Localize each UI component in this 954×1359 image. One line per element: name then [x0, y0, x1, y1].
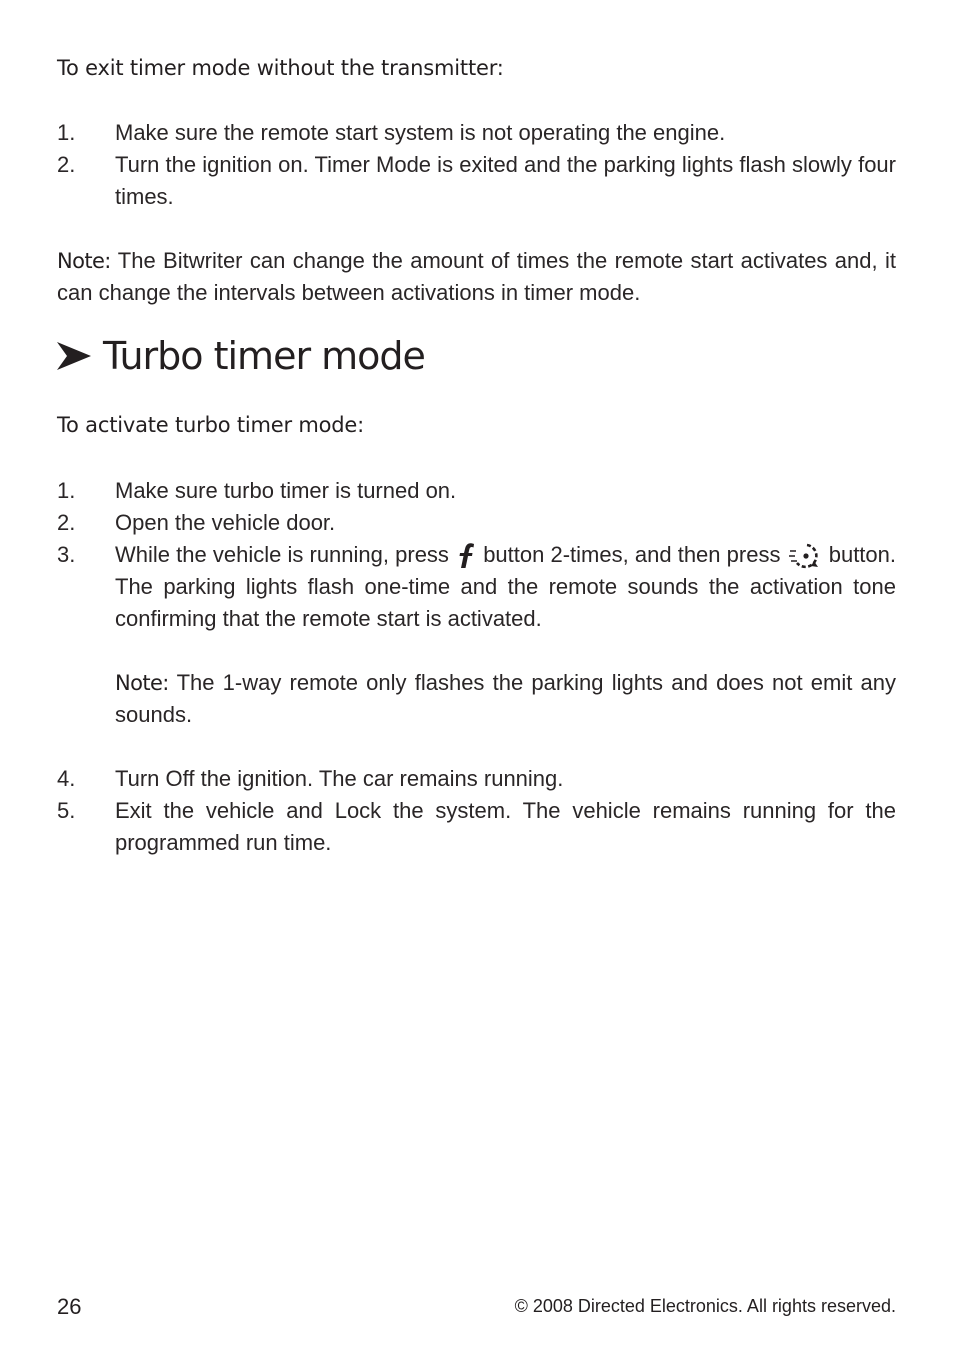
- step-number: 2.: [57, 152, 76, 177]
- step-text: Make sure turbo timer is turned on.: [115, 478, 457, 503]
- section-title: [57, 334, 425, 378]
- bitwriter-note: [57, 245, 896, 309]
- step-text-a: While the vehicle is running, press: [115, 542, 456, 567]
- list-item: [57, 149, 896, 213]
- turbo-timer-steps: [57, 475, 896, 859]
- list-item: [57, 539, 896, 763]
- note-label: Note:: [115, 671, 169, 696]
- step-text-c: button. The parking lights flash one-time and the remote sounds the activation tone confirming that the remote start is activated.: [115, 542, 897, 632]
- section-title-text: Turbo timer mode: [103, 334, 425, 378]
- list-item: [57, 117, 896, 149]
- list-item: [57, 795, 896, 859]
- note-label: Note:: [57, 249, 111, 273]
- note-text: The 1-way remote only flashes the parking lights and does not emit any sounds.: [115, 670, 896, 728]
- exit-timer-heading: To exit timer mode without the transmitter:: [57, 56, 504, 80]
- step-number: 5.: [57, 798, 76, 824]
- page-number: 26: [57, 1294, 82, 1319]
- turbo-timer-heading: To activate turbo timer mode:: [57, 413, 365, 437]
- step-number: 4.: [57, 766, 76, 792]
- step-number: 3.: [57, 542, 76, 567]
- step-text: Turn Off the ignition. The car remains running.: [115, 766, 564, 792]
- one-way-note: [115, 667, 896, 731]
- step-text: Make sure the remote start system is not operating the engine.: [115, 120, 726, 145]
- remote-start-icon: [787, 541, 823, 571]
- copyright-notice: © 2008 Directed Electronics. All rights reserved.: [514, 1296, 896, 1316]
- step-number: 1.: [57, 478, 76, 503]
- step-text: Turn the ignition on. Timer Mode is exited and the parking lights flash slowly four times.: [115, 152, 896, 209]
- list-item: [57, 507, 896, 539]
- list-item: [57, 763, 896, 795]
- exit-timer-steps: [57, 117, 896, 213]
- arrow-right-icon: [57, 342, 91, 370]
- list-item: [57, 475, 896, 507]
- step-text-b: button 2-times, and then press: [477, 542, 787, 567]
- step-text: Open the vehicle door.: [115, 510, 336, 535]
- note-text: The Bitwriter can change the amount of times the remote start activates and, it can change the intervals between activations in timer mode.: [57, 248, 896, 305]
- step-number: 1.: [57, 120, 76, 145]
- step-number: 2.: [57, 510, 76, 535]
- function-f-icon: [455, 541, 477, 571]
- step-text: Exit the vehicle and Lock the system. The vehicle remains running for the programmed run time.: [115, 798, 896, 856]
